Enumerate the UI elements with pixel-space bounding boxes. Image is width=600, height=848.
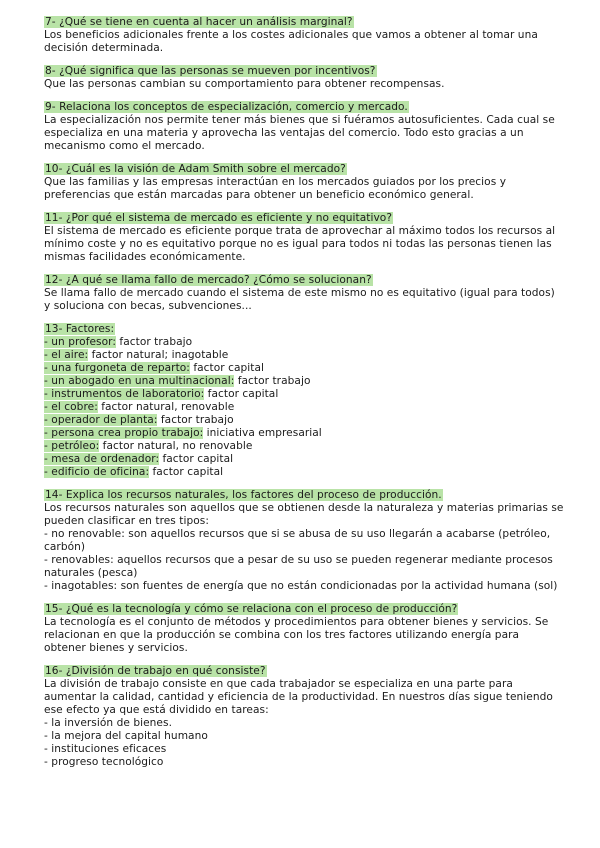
factor-value: factor natural, no renovable (99, 440, 253, 452)
factor-term: - el aire: (44, 349, 89, 361)
answer-text: La tecnología es el conjunto de métodos y procedimientos para obtener bienes y servicios. Se relacionan en que la producción se combina con los tres factores utilizando energía para obtener bienes y servicios. (44, 616, 549, 654)
list-item (44, 453, 564, 466)
factor-term: - operador de planta: (44, 414, 158, 426)
question-heading: 8- ¿Qué significa que las personas se mueven por incentivos? (45, 65, 376, 77)
answer-text: Que las familias y las empresas interactúan en los mercados guiados por los precios y preferencias que están marcadas para obtener un beneficio económico general. (44, 176, 507, 201)
document-page (44, 16, 564, 779)
factor-value: factor capital (159, 453, 234, 465)
factor-term: - un abogado en una multinacional: (44, 375, 235, 387)
factor-value: factor natural, renovable (97, 401, 235, 413)
factor-value: factor capital (204, 388, 279, 400)
factor-value: factor capital (189, 362, 265, 374)
answer-text: Que las personas cambian su comportamiento para obtener recompensas. (44, 78, 445, 90)
list-item: - no renovable: son aquellos recursos que si se abusa de su uso llegarán a acabarse (petróleo, carbón) (44, 528, 551, 553)
factor-term: - instrumentos de laboratorio: (44, 388, 205, 400)
question-7 (44, 16, 564, 55)
factor-value: factor trabajo (157, 414, 234, 426)
list-item (44, 336, 564, 349)
question-16 (44, 665, 564, 769)
question-14 (44, 489, 564, 593)
factor-term: - mesa de ordenador: (44, 453, 160, 465)
factor-value: factor capital (149, 466, 224, 478)
question-heading: 12- ¿A qué se llama fallo de mercado? ¿Cómo se solucionan? (45, 274, 372, 286)
answer-text: La división de trabajo consiste en que cada trabajador se especializa en una parte para aumentar la calidad, cantidad y eficiencia de la productividad. En nuestros días sigue teniendo ese efecto ya que está dividido en tareas: (44, 678, 553, 716)
question-heading: 11- ¿Por qué el sistema de mercado es eficiente y no equitativo? (45, 212, 392, 224)
list-item (44, 362, 564, 375)
list-item (44, 427, 564, 440)
question-heading: 15- ¿Qué es la tecnología y cómo se relaciona con el proceso de producción? (45, 603, 458, 615)
answer-text: Los beneficios adicionales frente a los costes adicionales que vamos a obtener al tomar una decisión determinada. (44, 29, 538, 54)
list-item (44, 414, 564, 427)
factor-value: factor natural; inagotable (88, 349, 229, 361)
list-item (44, 466, 564, 479)
list-item: - inagotables: son fuentes de energía que no están condicionadas por la actividad humana (sol) (44, 580, 558, 592)
factor-term: - persona crea propio trabajo: (44, 427, 204, 439)
question-heading: 16- ¿División de trabajo en qué consiste? (45, 665, 266, 677)
list-item: - la inversión de bienes. (44, 717, 172, 729)
question-11 (44, 212, 564, 264)
answer-text: Se llama fallo de mercado cuando el sistema de este mismo no es equitativo (igual para todos) y soluciona con becas, subvenciones... (44, 287, 555, 312)
question-heading: 9- Relaciona los conceptos de especialización, comercio y mercado. (45, 101, 408, 113)
question-8 (44, 65, 564, 91)
question-12 (44, 274, 564, 313)
question-heading: 7- ¿Qué se tiene en cuenta al hacer un análisis marginal? (45, 16, 353, 28)
factor-term: - un profesor: (44, 336, 117, 348)
question-heading: 14- Explica los recursos naturales, los factores del proceso de producción. (45, 489, 442, 501)
question-10 (44, 163, 564, 202)
list-item: - renovables: aquellos recursos que a pesar de su uso se pueden regenerar mediante procesos naturales (pesca) (44, 554, 553, 579)
question-13 (44, 323, 564, 479)
list-item (44, 440, 564, 453)
factor-term: - una furgoneta de reparto: (44, 362, 190, 374)
answer-text: La especialización nos permite tener más bienes que si fuéramos autosuficientes. Cada cual se especializa en una materia y aprovecha las ventajas del comercio. Todo esto gracias a un mecanismo como el mercado. (44, 114, 555, 152)
question-15 (44, 603, 564, 655)
list-item (44, 349, 564, 362)
list-item: - instituciones eficaces (44, 743, 167, 755)
question-9 (44, 101, 564, 153)
factor-value: factor trabajo (116, 336, 193, 348)
answer-text: El sistema de mercado es eficiente porque trata de aprovechar al máximo todos los recursos al mínimo coste y no es equitativo porque no es igual para todos ni todas las personas tienen las mismas facilidades económicamente. (44, 225, 556, 263)
list-item (44, 401, 564, 414)
factors-list (44, 336, 564, 479)
factor-value: factor trabajo (234, 375, 311, 387)
question-heading: 13- Factores: (45, 323, 115, 335)
list-item: - progreso tecnológico (44, 756, 164, 768)
factor-term: - edificio de oficina: (44, 466, 150, 478)
factor-term: - el cobre: (44, 401, 98, 413)
factor-value: iniciativa empresarial (203, 427, 322, 439)
list-item (44, 388, 564, 401)
list-item: - la mejora del capital humano (44, 730, 208, 742)
answer-text: Los recursos naturales son aquellos que se obtienen desde la naturaleza y materias primarias se pueden clasificar en tres tipos: (44, 502, 564, 527)
factor-term: - petróleo: (44, 440, 100, 452)
question-heading: 10- ¿Cuál es la visión de Adam Smith sobre el mercado? (45, 163, 346, 175)
list-item (44, 375, 564, 388)
